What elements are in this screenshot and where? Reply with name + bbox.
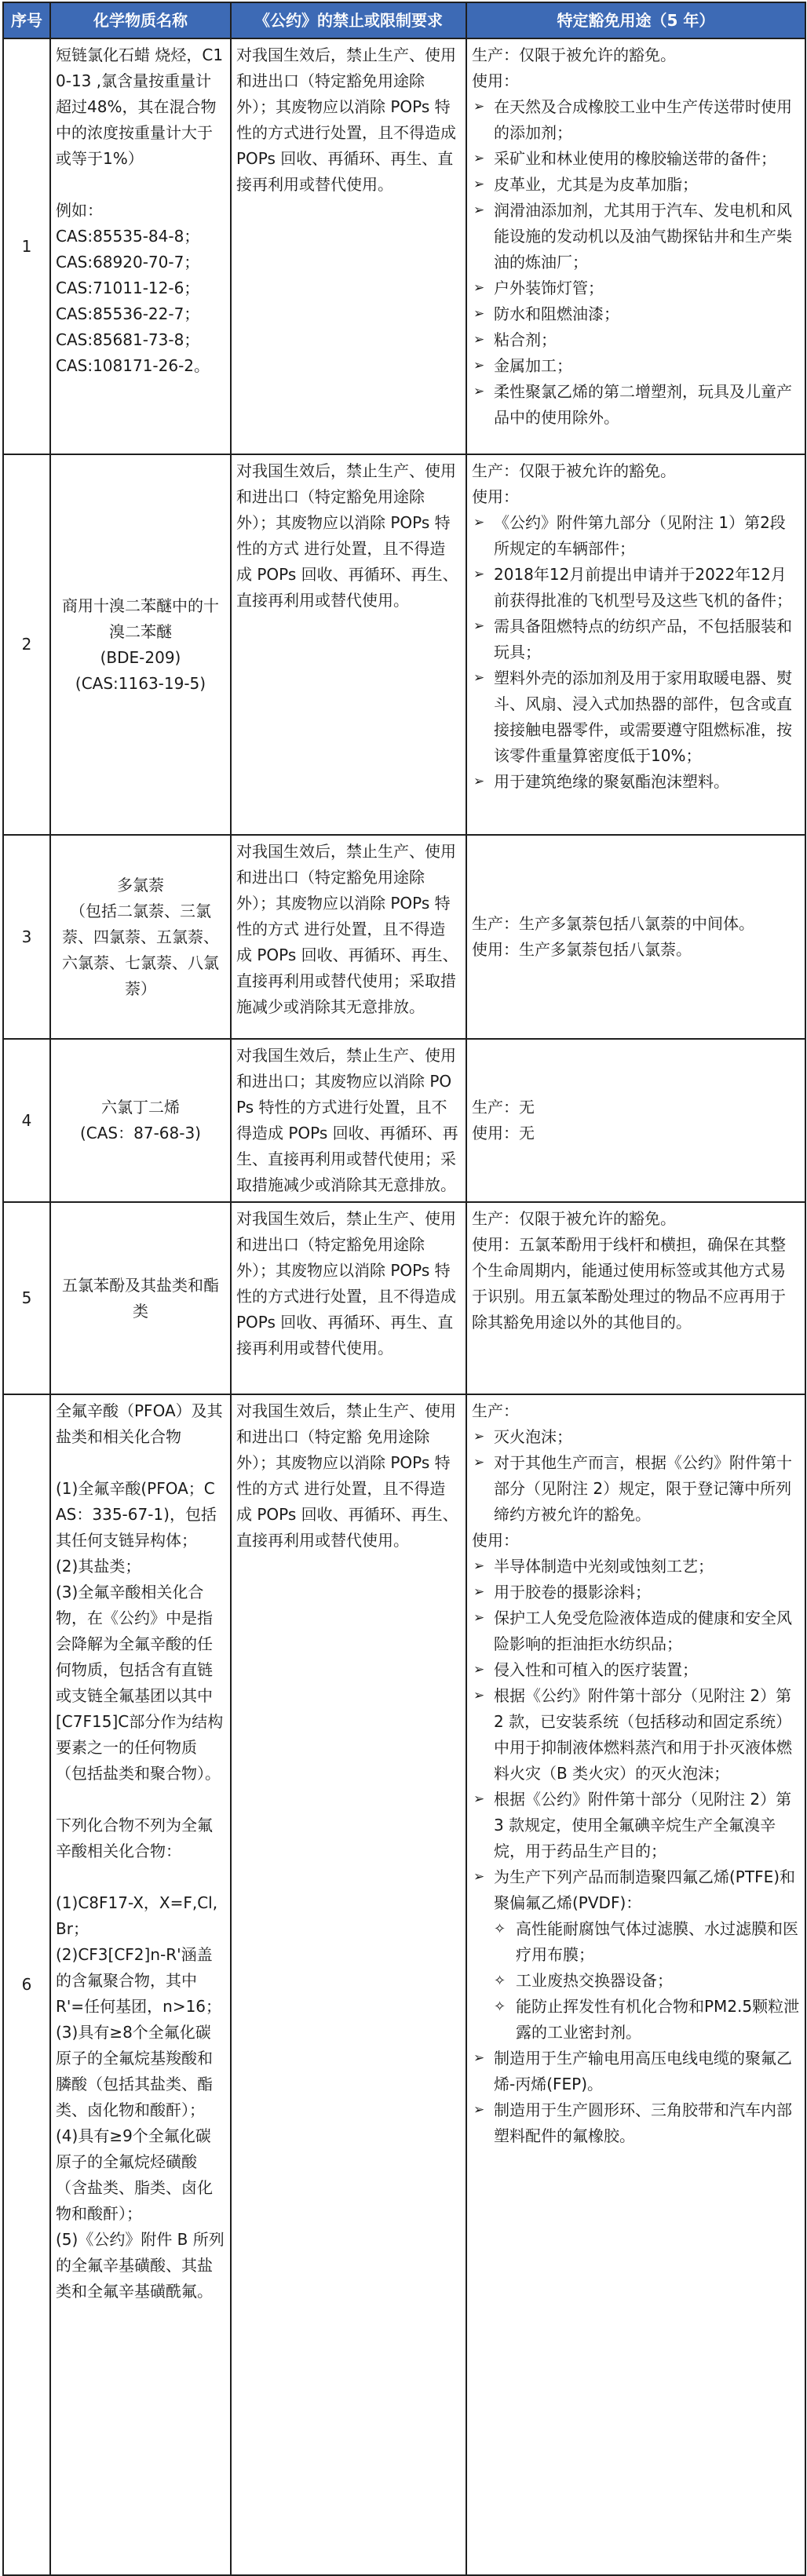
exemption-uses (466, 1394, 805, 2575)
table-row (3, 1039, 805, 1202)
row-number: 3 (3, 835, 50, 1039)
use-bullet-list (472, 2046, 800, 2149)
name-line: CAS:85536-22-7； (56, 304, 200, 323)
use-bullet: ➢ 制造用于生产输电用高压电线电缆的聚氟乙 烯-丙烯(FEP)。 (472, 2046, 800, 2097)
spacer (56, 172, 225, 198)
name-line: 下列化合物不列为全氟辛酸相关化合物： (56, 1816, 213, 1860)
table-body (3, 38, 805, 2575)
exemption-uses (466, 1039, 805, 1202)
chemical-name (50, 1202, 231, 1394)
name-line: (3)具有≥8个全氟化碳原子的全氟烷基羧酸和膦酸（包括其盐类、酯类、卤化物和酸酐）； (56, 2023, 213, 2119)
requirement: 对我国生效后，禁止生产、使用和进出口（特定豁免用途除外）；其废物应以消除 POPs 特性的方式 进行处置，且不得造成 POPs 回收、再循环、再生、直接再利用或替代使用；采取措施减少或消除其无意排放。 (231, 835, 466, 1039)
chemicals-table (2, 2, 806, 2576)
row-number: 4 (3, 1039, 50, 1202)
use-line: 生产：仅限于被允许的豁免。 (472, 461, 676, 480)
use-line: 使用：生产多氯萘包括八氯萘。 (472, 940, 692, 959)
use-bullet-list (472, 510, 800, 795)
use-bullet: ➢ 柔性聚氯乙烯的第二增塑剂，玩具及儿童产品中的使用除外。 (472, 379, 800, 431)
exemption-uses (466, 835, 805, 1039)
use-bullet: ➢ 户外装饰灯管； (472, 275, 800, 301)
use-line: 使用：五氯苯酚用于线杆和横担，确保在其整个生命周期内，能通过使用标签或其他方式易于识别。用五氯苯酚处理过的物品不应再用于除其豁免用途以外的其他目的。 (472, 1235, 786, 1332)
name-line: CAS:108171-26-2。 (56, 356, 210, 375)
header-name: 化学物质名称 (50, 2, 231, 38)
use-line: 使用： (472, 487, 519, 506)
use-line: 生产：仅限于被允许的豁免。 (472, 1209, 676, 1228)
spacer (56, 1450, 225, 1476)
use-bullet-list (472, 1554, 800, 1916)
table-row (3, 454, 805, 835)
name-line: (BDE-209) (100, 647, 181, 667)
use-bullet-list (472, 1424, 800, 1528)
use-bullet: ➢ 根据《公约》附件第十部分（见附注 2）第 2 款，已安装系统（包括移动和固定系统）中用于抑制液体燃料蒸汽和用于扑灭液体燃料火灾（B 类火灾）的灭火泡沫； (472, 1683, 800, 1787)
name-line: CAS:85535-84-8； (56, 227, 200, 246)
chemical-name (50, 454, 231, 835)
use-sub-bullet: ✧ 高性能耐腐蚀气体过滤膜、水过滤膜和医疗用布膜； (494, 1916, 800, 1968)
name-line: 例如： (56, 201, 103, 220)
header-requirement: 《公约》的禁止或限制要求 (231, 2, 466, 38)
use-bullet: ➢ 润滑油添加剂，尤其用于汽车、发电机和风能设施的发动机以及油气勘探钻井和生产柴油的炼油厂； (472, 198, 800, 275)
exemption-uses (466, 454, 805, 835)
chemical-name (50, 1394, 231, 2575)
name-line: (4)具有≥9个全氟化碳原子的全氟烷烃磺酸（含盐类、脂类、卤化物和酸酐）； (56, 2126, 213, 2223)
use-bullet: ➢ 皮革业，尤其是为皮革加脂； (472, 172, 800, 198)
name-line: 短链氯化石蜡 烧烃，C10-13 ,氯含量按重量计超过48%，其在混合物中的浓度按重量计大于或等于1%） (56, 46, 224, 168)
use-sub-bullet: ✧ 能防止挥发性有机化合物和PM2.5颗粒泄露的工业密封剂。 (494, 1994, 800, 2046)
use-bullet: ➢ 防水和阻燃油漆； (472, 301, 800, 327)
name-line: (3)全氟辛酸相关化合物，在《公约》中是指会降解为全氟辛酸的任何物质，包括含有直链或支链全氟基团以其中[C7F15]C部分作为结构要素之一的任何物质（包括盐类和聚合物）。 (56, 1583, 224, 1783)
name-line: (2)CF3[CF2]n-R'涵盖的含氟聚合物，其中 R'=任何基团，n>16； (56, 1945, 222, 2016)
use-bullet: ➢ 侵入性和可植入的医疗装置； (472, 1657, 800, 1683)
use-sub-bullet-list (472, 1916, 800, 2046)
chemical-name (50, 38, 231, 454)
use-line: 使用：无 (472, 1124, 535, 1142)
use-bullet: ➢ 需具备阻燃特点的纺织产品，不包括服装和玩具； (472, 614, 800, 665)
use-bullet: ➢ 粘合剂； (472, 327, 800, 353)
name-line: CAS:68920-70-7； (56, 253, 200, 271)
row-number: 5 (3, 1202, 50, 1394)
use-bullet: ➢ 为生产下列产品而制造聚四氟乙烯(PTFE)和聚偏氟乙烯(PVDF)： (472, 1864, 800, 1916)
table-row (3, 38, 805, 454)
name-line: （包括二氯萘、三氯萘、四氯萘、五氯萘、六氯萘、七氯萘、八氯萘） (62, 901, 219, 998)
use-bullet-list (472, 94, 800, 431)
use-bullet: ➢ 半导体制造中光刻或蚀刻工艺； (472, 1554, 800, 1579)
name-line: 六氯丁二烯 (101, 1098, 180, 1117)
use-line: 生产：无 (472, 1098, 535, 1117)
requirement: 对我国生效后，禁止生产、使用和进出口（特定豁免用途除外）；其废物应以消除 POPs 特性的方式进行处置，且不得造成 POPs 回收、再循环、再生、直接再利用或替代使用。 (231, 38, 466, 454)
name-line: (1)全氟辛酸(PFOA；CAS：335-67-1)，包括其任何支链异构体； (56, 1479, 217, 1550)
spacer (56, 1787, 225, 1813)
use-bullet: ➢ 根据《公约》附件第十部分（见附注 2）第 3 款规定，使用全氟碘辛烷生产全氟溴辛烷，用于药品生产目的； (472, 1787, 800, 1864)
spacer (56, 1864, 225, 1890)
chemical-name (50, 1039, 231, 1202)
use-bullet: ➢ 塑料外壳的添加剂及用于家用取暖电器、熨斗、风扇、浸入式加热器的部件，包含或直接接触电器零件，或需要遵守阻燃标准，按该零件重量算密度低于10%； (472, 665, 800, 769)
use-bullet: ➢ 制造用于生产圆形环、三角胶带和汽车内部塑料配件的氟橡胶。 (472, 2097, 800, 2149)
name-line: (CAS：87-68-3) (79, 1124, 201, 1142)
use-label: 使用： (472, 1531, 519, 1550)
name-line: (2)其盐类； (56, 1557, 141, 1576)
table-row (3, 1202, 805, 1394)
requirement: 对我国生效后，禁止生产、使用和进出口（特定豁 免用途除外）；其废物应以消除 POPs 特性的方式 进行处置，且不得造成 POPs 回收、再循环、再生、直接再利用或替代使用。 (231, 1394, 466, 2575)
requirement: 对我国生效后，禁止生产、使用和进出口（特定豁免用途除外）；其废物应以消除 POPs 特性的方式进行处置，且不得造成 POPs 回收、再循环、再生、直接再利用或替代使用。 (231, 1202, 466, 1394)
row-number: 2 (3, 454, 50, 835)
name-line: 商用十溴二苯醚中的十溴二苯醚 (62, 596, 219, 641)
header-exemption: 特定豁免用途（5 年） (466, 2, 805, 38)
row-number: 1 (3, 38, 50, 454)
use-label: 生产： (472, 1401, 519, 1420)
use-line: 使用： (472, 71, 519, 90)
requirement: 对我国生效后，禁止生产、使用和进出口（特定豁免用途除外）；其废物应以消除 POPs 特性的方式 进行处置，且不得造成 POPs 回收、再循环、再生、直接再利用或替代使用。 (231, 454, 466, 835)
exemption-uses (466, 38, 805, 454)
use-bullet: ➢ 灭火泡沫； (472, 1424, 800, 1450)
use-bullet: ➢ 采矿业和林业使用的橡胶输送带的备件； (472, 146, 800, 172)
use-bullet: ➢ 用于建筑绝缘的聚氨酯泡沫塑料。 (472, 769, 800, 795)
name-line: CAS:85681-73-8； (56, 330, 200, 349)
table-row (3, 1394, 805, 2575)
use-bullet: ➢ 金属加工； (472, 353, 800, 379)
requirement: 对我国生效后，禁止生产、使用和进出口；其废物应以消除 POPs 特性的方式进行处置，且不得造成 POPs 回收、再循环、再生、直接再利用或替代使用；采取措施减少或消除其无意排放。 (231, 1039, 466, 1202)
table-row (3, 835, 805, 1039)
use-line: 生产：生产多氯萘包括八氯萘的中间体。 (472, 914, 754, 933)
name-line: (5)《公约》附件 B 所列的全氟辛基磺酸、其盐类和全氟辛基磺酰氟。 (56, 2230, 225, 2301)
use-bullet: ➢ 用于胶卷的摄影涂料； (472, 1579, 800, 1605)
name-line: 五氯苯酚及其盐类和酯类 (62, 1275, 219, 1321)
header-no: 序号 (3, 2, 50, 38)
name-line: CAS:71011-12-6； (56, 279, 200, 297)
use-bullet: ➢ 《公约》附件第九部分（见附注 1）第2段所规定的车辆部件； (472, 510, 800, 562)
name-line: 多氯萘 (117, 875, 164, 894)
name-line: (1)C8F17-X，X=F,Cl,Br； (56, 1893, 218, 1938)
use-sub-bullet: ✧ 工业废热交换器设备； (494, 1968, 800, 1994)
name-line: 全氟辛酸（PFOA）及其盐类和相关化合物 (56, 1401, 223, 1446)
name-line: (CAS:1163-19-5) (75, 673, 206, 693)
use-bullet: ➢ 2018年12月前提出申请并于2022年12月前获得批准的飞机型号及这些飞机的备件； (472, 562, 800, 614)
use-bullet: ➢ 对于其他生产而言，根据《公约》附件第十部分（见附注 2）规定，限于登记簿中所列缔约方被允许的豁免。 (472, 1450, 800, 1528)
exemption-uses (466, 1202, 805, 1394)
row-number: 6 (3, 1394, 50, 2575)
use-bullet: ➢ 在天然及合成橡胶工业中生产传送带时使用的添加剂； (472, 94, 800, 146)
chemical-name (50, 835, 231, 1039)
use-bullet: ➢ 保护工人免受危险液体造成的健康和安全风 险影响的拒油拒水纺织品； (472, 1605, 800, 1657)
use-line: 生产：仅限于被允许的豁免。 (472, 46, 676, 64)
header-row (3, 2, 805, 38)
